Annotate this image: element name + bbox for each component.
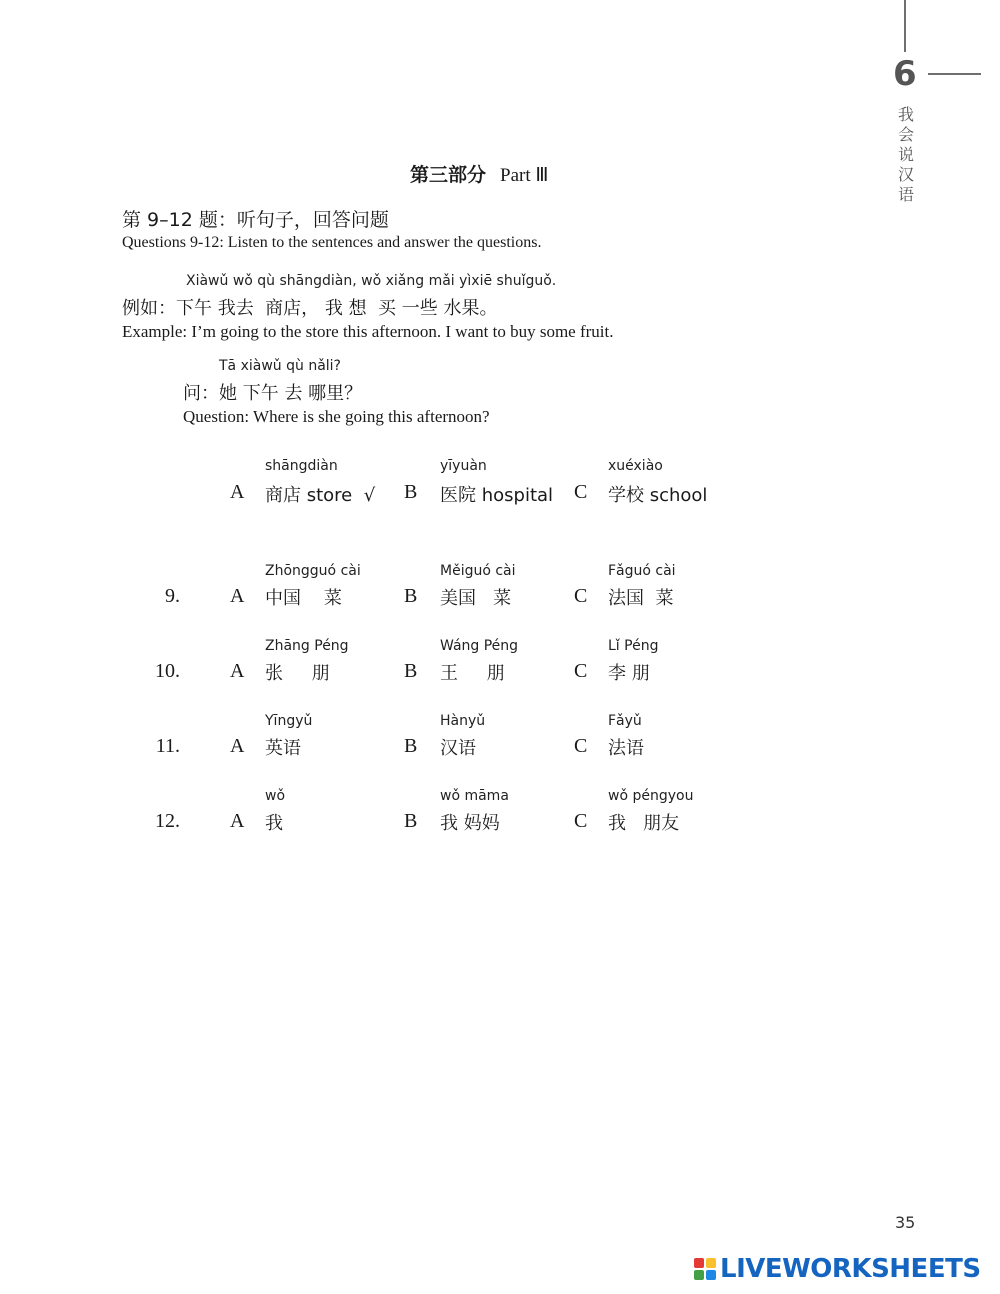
question-number: 9. [165, 585, 180, 607]
option-text[interactable]: 王 朋 [440, 663, 505, 684]
option-letter-c[interactable]: C [574, 810, 588, 832]
option-letter-a[interactable]: A [230, 585, 245, 607]
option-letter: C [574, 481, 588, 503]
option-text[interactable]: 张 朋 [265, 663, 330, 684]
option-text[interactable]: 法语 [608, 738, 644, 759]
option-letter-c[interactable]: C [574, 585, 588, 607]
example-question-pinyin: Tā xiàwǔ qù nǎli? [219, 358, 341, 374]
chapter-number: 6 [893, 54, 917, 94]
option-text[interactable]: 我 妈妈 [440, 813, 500, 834]
example-question-cn: 问：她 下午 去 哪里？ [183, 383, 363, 404]
option-letter: B [404, 481, 418, 503]
question-number: 11. [155, 735, 180, 757]
question-number: 12. [155, 810, 180, 832]
option-letter-a[interactable]: A [230, 810, 245, 832]
option-letter: A [230, 481, 245, 503]
brand-name: LIVEWORKSHEETS [720, 1254, 981, 1284]
option-pinyin: xuéxiào [608, 458, 663, 474]
option-pinyin: wǒ péngyou [608, 788, 694, 804]
option-letter-a[interactable]: A [230, 660, 245, 682]
option-pinyin: Fǎguó cài [608, 563, 676, 579]
side-divider-horizontal [928, 73, 981, 75]
option-pinyin: wǒ māma [440, 788, 509, 804]
option-letter-c[interactable]: C [574, 660, 588, 682]
brand-grid-icon [694, 1258, 716, 1280]
example-sentence-en: Example: I’m going to the store this afternoon. I want to buy some fruit. [122, 322, 614, 341]
option-pinyin: Lǐ Péng [608, 638, 659, 654]
example-question-en: Question: Where is she going this afternoon? [183, 407, 490, 426]
option-text[interactable]: 汉语 [440, 738, 476, 759]
brand-icon-square [694, 1258, 704, 1268]
section-title [410, 160, 548, 187]
option-pinyin: yīyuàn [440, 458, 487, 474]
option-pinyin: Wáng Péng [440, 638, 519, 654]
option-text: 学校 school [608, 485, 708, 506]
option-text[interactable]: 法国 菜 [608, 588, 674, 609]
example-pinyin: Xiàwǔ wǒ qù shāngdiàn, wǒ xiǎng mǎi yìxiē shuǐguǒ. [186, 273, 557, 289]
brand-logo[interactable] [694, 1254, 981, 1284]
option-text: 医院 hospital [440, 485, 554, 506]
option-pinyin: wǒ [265, 788, 286, 804]
section-title-en: Part Ⅲ [500, 165, 549, 186]
option-text: 商店 store √ [265, 485, 376, 506]
section-title-cn: 第三部分 [410, 164, 487, 186]
option-text[interactable]: 美国 菜 [440, 588, 512, 609]
option-pinyin: Fǎyǔ [608, 713, 642, 729]
option-text[interactable]: 我 朋友 [608, 813, 680, 834]
example-sentence-cn: 例如：下午 我去 商店， 我 想 买 一些 水果。 [122, 298, 498, 319]
page-number: 35 [895, 1213, 916, 1232]
question-number: 10. [155, 660, 180, 682]
instructions-en: Questions 9-12: Listen to the sentences and answer the questions. [122, 234, 542, 251]
side-divider-vertical [904, 0, 906, 52]
option-letter-b[interactable]: B [404, 585, 418, 607]
brand-icon-square [706, 1258, 716, 1268]
option-letter-b[interactable]: B [404, 735, 418, 757]
option-letter-b[interactable]: B [404, 810, 418, 832]
option-pinyin: Měiguó cài [440, 563, 516, 579]
option-pinyin: Zhāng Péng [265, 638, 349, 654]
option-pinyin: shāngdiàn [265, 458, 338, 474]
chapter-title-vertical: 我会说汉语 [897, 105, 914, 204]
option-letter-c[interactable]: C [574, 735, 588, 757]
brand-icon-square [706, 1270, 716, 1280]
option-letter-a[interactable]: A [230, 735, 245, 757]
option-letter-b[interactable]: B [404, 660, 418, 682]
option-text[interactable]: 李 朋 [608, 663, 650, 684]
option-pinyin: Zhōngguó cài [265, 563, 361, 579]
option-text[interactable]: 中国 菜 [265, 588, 342, 609]
instructions-cn: 第 9–12 题：听句子，回答问题 [122, 209, 389, 231]
option-pinyin: Hànyǔ [440, 713, 486, 729]
brand-icon-square [694, 1270, 704, 1280]
option-text[interactable]: 我 [265, 813, 283, 834]
option-text[interactable]: 英语 [265, 738, 301, 759]
option-pinyin: Yīngyǔ [265, 713, 313, 729]
